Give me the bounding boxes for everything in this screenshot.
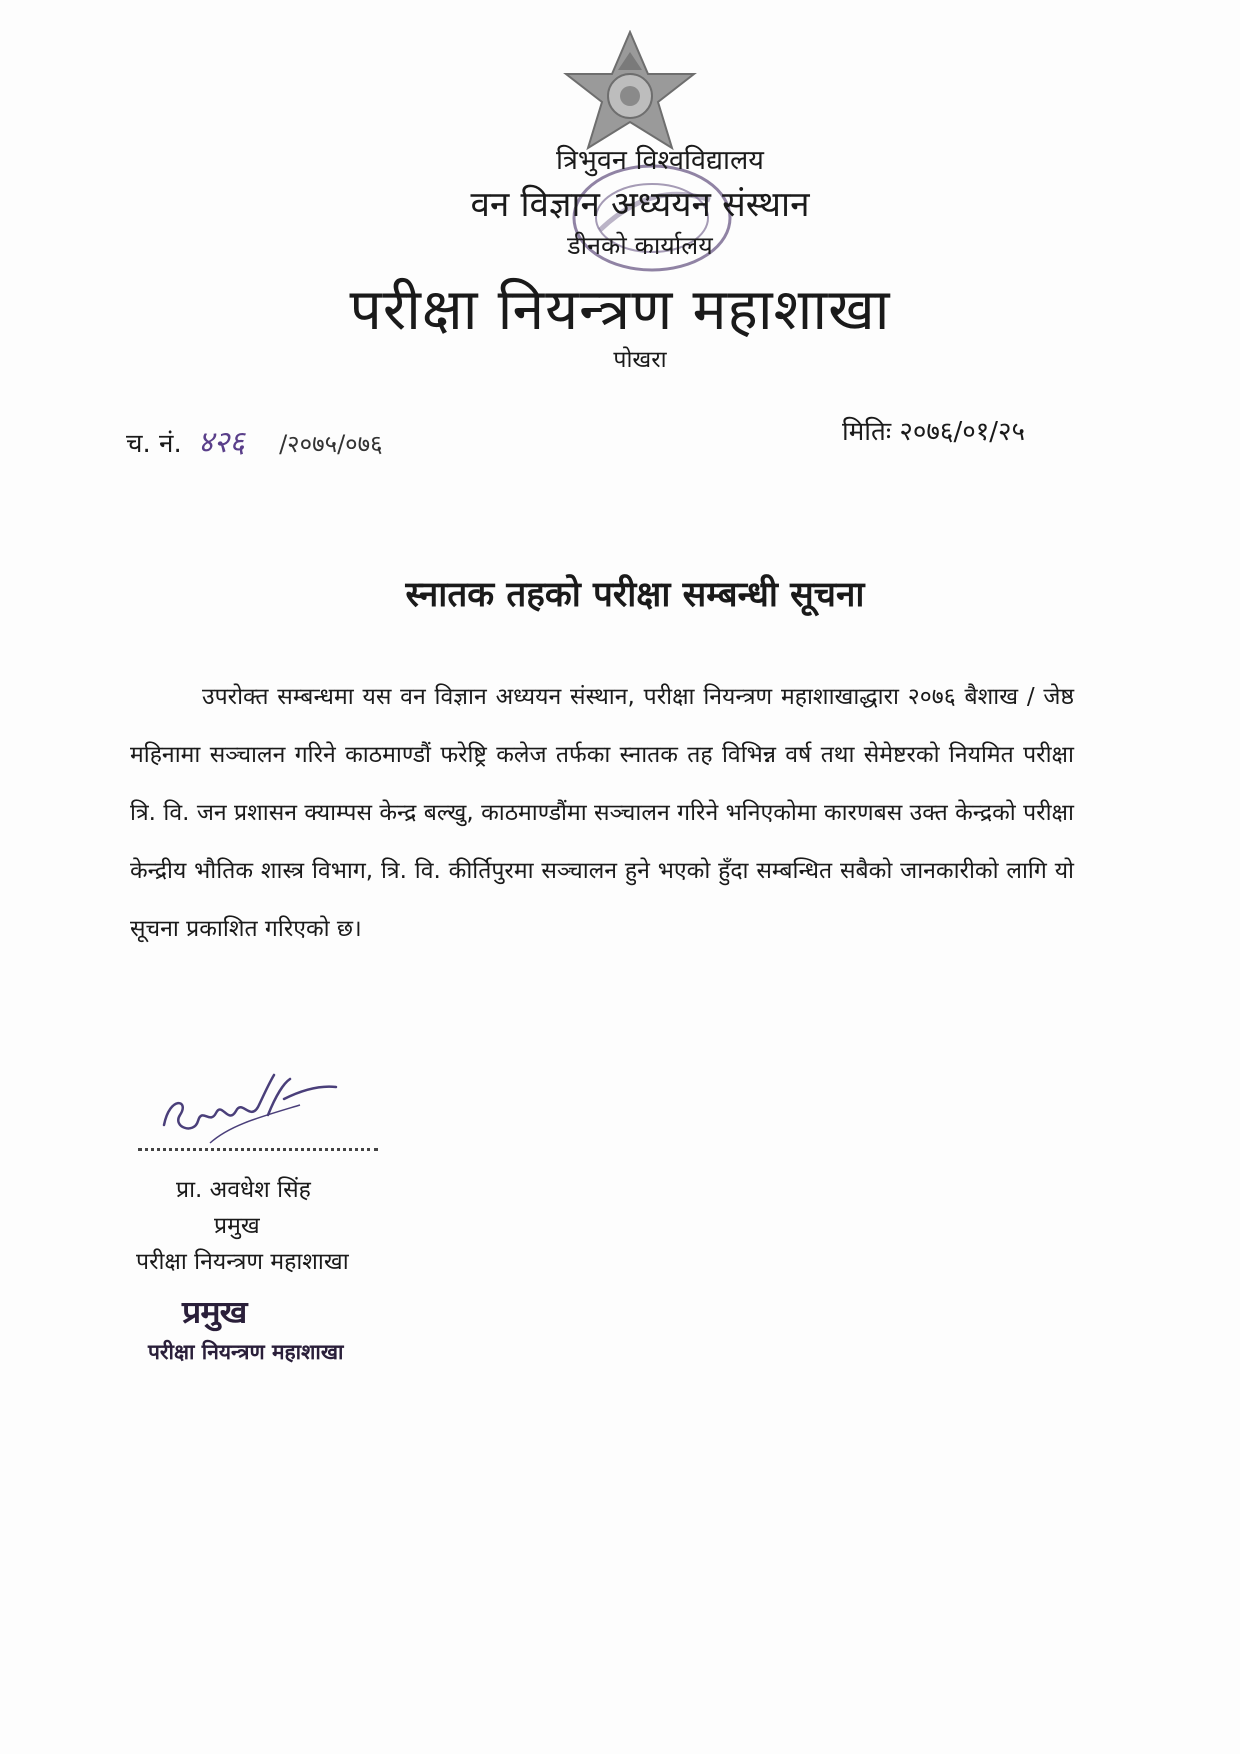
division-name: परीक्षा नियन्त्रण महाशाखा <box>349 277 891 343</box>
reference-fiscal-year: /२०७५/०७६ <box>279 430 383 458</box>
institute-name: वन विज्ञान अध्ययन संस्थान <box>470 185 810 225</box>
rubber-stamp-title: प्रमुख <box>182 1294 247 1331</box>
issue-date <box>842 412 1025 448</box>
date-value: २०७६/०१/२५ <box>899 417 1026 447</box>
office-name: डीनको कार्यालय <box>567 231 713 260</box>
reference-handwritten-number: ४२६ <box>198 425 245 460</box>
signatory-position: प्रमुख <box>214 1213 260 1239</box>
signatory-office: परीक्षा नियन्त्रण महाशाखा <box>136 1249 349 1275</box>
date-label: मितिः <box>842 417 892 447</box>
university-name: त्रिभुवन विश्वविद्यालय <box>556 145 764 176</box>
reference-label: च. नं. <box>126 429 182 459</box>
rubber-stamp-office: परीक्षा नियन्त्रण महाशाखा <box>148 1340 344 1364</box>
signatory-name: प्रा. अवधेश सिंह <box>176 1177 311 1203</box>
city-name: पोखरा <box>613 347 667 373</box>
notice-subject: स्नातक तहको परीक्षा सम्बन्धी सूचना <box>405 575 865 615</box>
signature-line <box>138 1138 378 1151</box>
reference-number <box>126 420 383 461</box>
notice-body: उपरोक्त सम्बन्धमा यस वन विज्ञान अध्ययन संस्थान, परीक्षा नियन्त्रण महाशाखाद्धारा २०७६ बैशाख / जेष्ठ महिनामा सञ्चालन गरिने काठमाण्डौं फरेष्ट्रि कलेज तर्फका स्नातक तह विभिन्न वर्ष तथा सेमेष्टरको नियमित परीक्षा त्रि. वि. जन प्रशासन क्याम्पस केन्द्र बल्खु, काठमाण्डौंमा सञ्चालन गरिने भनिएकोमा कारणबस उक्त केन्द्रको परीक्षा केन्द्रीय भौतिक शास्त्र विभाग, त्रि. वि. कीर्तिपुरमा सञ्चालन हुने भएको हुँदा सम्बन्धित सबैको जानकारीको लागि यो सूचना प्रकाशित गरिएको छ। <box>130 684 1074 942</box>
